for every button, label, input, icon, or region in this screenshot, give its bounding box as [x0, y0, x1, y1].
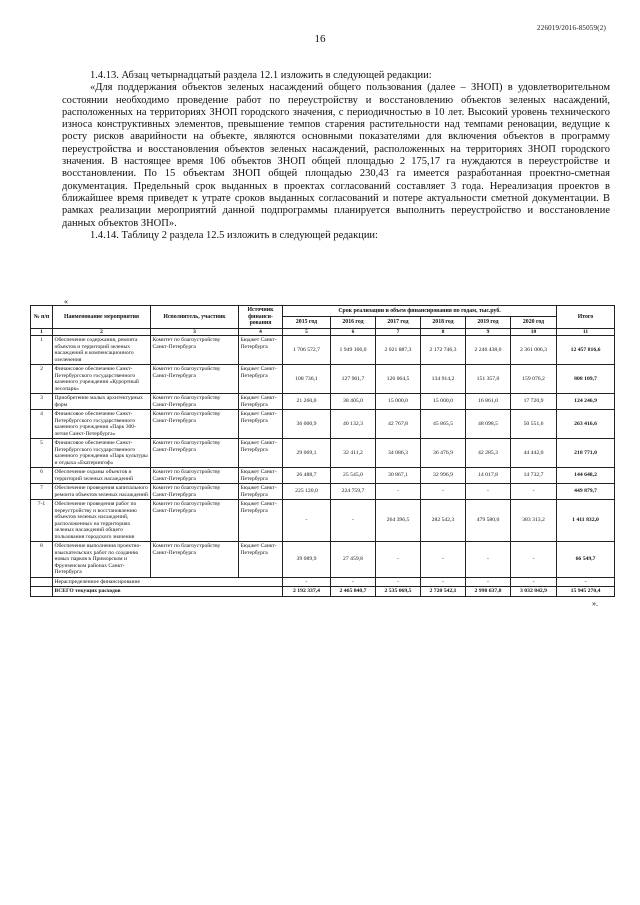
row-value: - — [466, 484, 511, 500]
row-number: 3 — [31, 394, 53, 410]
table-row — [31, 542, 615, 578]
row-value: - — [466, 577, 511, 587]
header-year: 2018 год — [421, 317, 466, 328]
row-value: 151 357,0 — [466, 365, 511, 394]
row-value: 134 914,2 — [421, 365, 466, 394]
row-number: 7-1 — [31, 500, 53, 542]
column-index: 1 — [31, 328, 53, 336]
row-value: 1 949 166,0 — [331, 336, 376, 365]
row-executor: Комитет по благоустройству Санкт-Петербурга — [151, 542, 239, 578]
row-activity: Финансовое обеспечение Санкт-Петербургского государственного казенного учреждения «Парк 300-летия Санкт-Петербурга» — [53, 410, 151, 439]
row-total: 263 416,6 — [557, 410, 615, 439]
row-source: Бюджет Санкт-Петербурга — [239, 365, 283, 394]
row-value: 282 542,3 — [421, 500, 466, 542]
row-total: 66 549,7 — [557, 542, 615, 578]
row-value: - — [511, 542, 557, 578]
row-value: - — [376, 542, 421, 578]
row-value: 32 996,9 — [421, 468, 466, 484]
row-total: 218 771,0 — [557, 439, 615, 468]
row-number: 6 — [31, 468, 53, 484]
row-executor: Комитет по благоустройству Санкт-Петербурга — [151, 468, 239, 484]
column-index: 7 — [376, 328, 421, 336]
row-value: 383 313,2 — [511, 500, 557, 542]
row-value: - — [331, 577, 376, 587]
header-total: Итого — [557, 306, 615, 329]
row-value: 264 396,5 — [376, 500, 421, 542]
row-executor: Комитет по благоустройству Санкт-Петербурга — [151, 484, 239, 500]
grand-total-value: 2 998 637,8 — [466, 587, 511, 597]
grand-total-value: 2 535 069,5 — [376, 587, 421, 597]
column-index: 5 — [283, 328, 331, 336]
row-value: 45 865,5 — [421, 410, 466, 439]
row-executor: Комитет по благоустройству Санкт-Петербурга — [151, 500, 239, 542]
table-row — [31, 468, 615, 484]
row-source: Бюджет Санкт-Петербурга — [239, 410, 283, 439]
row-value: 34 086,3 — [376, 439, 421, 468]
row-total: 1 411 832,0 — [557, 500, 615, 542]
row-value: 38 405,0 — [331, 394, 376, 410]
table-row — [31, 365, 615, 394]
table-body — [31, 336, 615, 597]
column-index: 8 — [421, 328, 466, 336]
row-value: 225 120,0 — [283, 484, 331, 500]
row-value: 2 021 887,3 — [376, 336, 421, 365]
row-executor: Комитет по благоустройству Санкт-Петербурга — [151, 336, 239, 365]
header-name: Наименование мероприятия — [53, 306, 151, 329]
header-executor: Исполнитель, участник — [151, 306, 239, 329]
row-value: - — [466, 542, 511, 578]
table-row — [31, 484, 615, 500]
row-value: - — [331, 500, 376, 542]
row-executor: Комитет по благоустройству Санкт-Петербурга — [151, 394, 239, 410]
column-index: 9 — [466, 328, 511, 336]
row-value: 15 000,0 — [376, 394, 421, 410]
paragraph-quote: «Для поддержания объектов зеленых насаждений общего пользования (далее – ЗНОП) в удовлетворительном состоянии необходимо проведение работ по переустройству и восстановлению объектов зеленых насаждений, расположенных на территориях ЗНОП городского значения, с периодичностью в 10 лет. Высокий уровень технического износа конструктивных элементов, превышение темпов старения растительности над темпами реновации, ведущие к росту рисков аварийности на объекте, являются основными показателями для включения объектов в программу переустройства и восстановления объектов зеленых насаждений, расположенных на территориях ЗНОП городского значения. В настоящее время 106 объектов ЗНОП общей площадью 2 175,17 га нуждаются в переустройстве и восстановлении. По 15 объектам ЗНОП общей площадью 230,43 га имеется разработанная проектно-сметная документация. Предельный срок выданных в проектах согласований составляет 3 года. Нереализация проектов в ближайшее время приведет к утрате сроков выданных согласований и потере актуальности сметной документации. В рамках реализации мероприятий данной подпрограммы планируется выполнить переустройство и восстановление данных объектов ЗНОП». — [62, 82, 610, 229]
row-value: - — [376, 484, 421, 500]
header-year: 2017 год — [376, 317, 421, 328]
column-index: 4 — [239, 328, 283, 336]
row-activity: Финансовое обеспечение Санкт-Петербургского государственного казенного учреждения «Парк культуры и отдыха «Екатерингоф» — [53, 439, 151, 468]
row-number — [31, 587, 53, 597]
grand-total-value: 2 192 337,4 — [283, 587, 331, 597]
row-executor: Комитет по благоустройству Санкт-Петербурга — [151, 410, 239, 439]
unallocated-row — [31, 577, 615, 587]
column-index: 11 — [557, 328, 615, 336]
column-index: 6 — [331, 328, 376, 336]
row-activity: Обеспечение охраны объектов и территорий зеленых насаждений — [53, 468, 151, 484]
paragraph-1-4-13: 1.4.13. Абзац четырнадцатый раздела 12.1 изложить в следующей редакции: — [90, 70, 432, 81]
paragraph-1-4-14: 1.4.14. Таблицу 2 раздела 12.5 изложить в следующей редакции: — [90, 229, 378, 241]
row-total: 144 648,2 — [557, 468, 615, 484]
grand-total-value: 3 032 842,9 — [511, 587, 557, 597]
row-source: Бюджет Санкт-Петербурга — [239, 439, 283, 468]
row-value: 48 098,5 — [466, 410, 511, 439]
row-activity: Обеспечение проведения работ по переустройству и восстановлению объектов зеленых насаждений, расположенных на территориях зеленых насаждений общего пользования городского значения — [53, 500, 151, 542]
row-value: 14 017,8 — [466, 468, 511, 484]
header-year: 2016 год — [331, 317, 376, 328]
table-row — [31, 439, 615, 468]
grand-total-row — [31, 587, 615, 597]
row-total: - — [557, 577, 615, 587]
row-value: 36 476,9 — [421, 439, 466, 468]
row-value: 2 246 438,0 — [466, 336, 511, 365]
row-value: 39 089,9 — [283, 542, 331, 578]
row-executor: Комитет по благоустройству Санкт-Петербурга — [151, 365, 239, 394]
row-value: - — [421, 577, 466, 587]
header-num: № п/п — [31, 306, 53, 329]
row-value: 29 069,1 — [283, 439, 331, 468]
row-source: Бюджет Санкт-Петербурга — [239, 336, 283, 365]
row-source: Бюджет Санкт-Петербурга — [239, 484, 283, 500]
row-value: 42 767,8 — [376, 410, 421, 439]
row-source: Бюджет Санкт-Петербурга — [239, 468, 283, 484]
row-value: - — [421, 484, 466, 500]
row-value: 127 961,7 — [331, 365, 376, 394]
header-period: Срок реализации и объем финансирования по годам, тыс.руб. — [283, 306, 557, 317]
row-value: - — [421, 542, 466, 578]
row-number: 4 — [31, 410, 53, 439]
column-index: 10 — [511, 328, 557, 336]
grand-total-label: ВСЕГО текущих расходов — [53, 587, 283, 597]
row-value: 25 545,0 — [331, 468, 376, 484]
row-value: - — [511, 484, 557, 500]
row-value: 44 442,0 — [511, 439, 557, 468]
row-activity: Обеспечение проведения капитального ремонта объектов зеленых насаждений — [53, 484, 151, 500]
row-number — [31, 577, 53, 587]
row-activity: Приобретение малых архитектурных форм — [53, 394, 151, 410]
row-executor: Комитет по благоустройству Санкт-Петербурга — [151, 439, 239, 468]
row-value: 2 172 746,3 — [421, 336, 466, 365]
row-value: 479 580,0 — [466, 500, 511, 542]
table-row — [31, 336, 615, 365]
row-value: 30 867,1 — [376, 468, 421, 484]
table-row — [31, 410, 615, 439]
row-source: Бюджет Санкт-Петербурга — [239, 394, 283, 410]
row-value: 224 759,7 — [331, 484, 376, 500]
row-value: 2 361 006,3 — [511, 336, 557, 365]
row-source: Бюджет Санкт-Петербурга — [239, 500, 283, 542]
row-value: 40 132,3 — [331, 410, 376, 439]
page-number: 16 — [314, 33, 326, 45]
document-number: 226019/2016-85059(2) — [537, 24, 606, 32]
row-number: 5 — [31, 439, 53, 468]
header-year: 2020 год — [511, 317, 557, 328]
row-value: - — [283, 577, 331, 587]
row-activity: Финансовое обеспечение Санкт-Петербургского государственного казенного учреждения «Курортный лесопарк» — [53, 365, 151, 394]
row-total: 12 457 816,6 — [557, 336, 615, 365]
row-number: 7 — [31, 484, 53, 500]
table-row — [31, 394, 615, 410]
row-total: 124 246,9 — [557, 394, 615, 410]
row-value: 15 000,0 — [421, 394, 466, 410]
column-index: 2 — [53, 328, 151, 336]
grand-total-value: 2 720 542,1 — [421, 587, 466, 597]
row-number: 8 — [31, 542, 53, 578]
document-body — [62, 70, 610, 242]
row-activity: Обеспечение содержания, ремонта объектов и территорий зеленых насаждений и компенсационного озеленения — [53, 336, 151, 365]
unallocated-label: Нераспределенное финансирование — [53, 577, 283, 587]
row-value: 27 459,8 — [331, 542, 376, 578]
row-value: 108 736,1 — [283, 365, 331, 394]
row-value: 36 000,9 — [283, 410, 331, 439]
row-value: 32 411,2 — [331, 439, 376, 468]
row-value: - — [283, 500, 331, 542]
row-value: 16 861,0 — [466, 394, 511, 410]
row-total: 449 879,7 — [557, 484, 615, 500]
header-source: Источник финанси-рования — [239, 306, 283, 329]
table-row — [31, 500, 615, 542]
header-year: 2019 год — [466, 317, 511, 328]
row-value: 21 260,0 — [283, 394, 331, 410]
row-value: - — [376, 577, 421, 587]
row-value: 26 488,7 — [283, 468, 331, 484]
row-activity: Обеспечение выполнения проектно-изыскательских работ по созданию новых парков в Приморском и Фрунзенском районах Санкт-Петербурга — [53, 542, 151, 578]
row-number: 2 — [31, 365, 53, 394]
row-value: 42 285,3 — [466, 439, 511, 468]
column-index: 3 — [151, 328, 239, 336]
row-value: 1 706 572,7 — [283, 336, 331, 365]
header-year: 2015 год — [283, 317, 331, 328]
row-total: 808 109,7 — [557, 365, 615, 394]
row-value: 50 551,6 — [511, 410, 557, 439]
grand-total-sum: 15 945 270,4 — [557, 587, 615, 597]
row-value: 17 720,9 — [511, 394, 557, 410]
row-source: Бюджет Санкт-Петербурга — [239, 542, 283, 578]
quote-open-mark: « — [64, 297, 68, 306]
row-value: 126 064,5 — [376, 365, 421, 394]
quote-close-mark: ». — [592, 599, 598, 608]
row-value: 14 732,7 — [511, 468, 557, 484]
grand-total-value: 2 465 840,7 — [331, 587, 376, 597]
financing-table — [30, 305, 615, 597]
row-value: 159 076,2 — [511, 365, 557, 394]
row-value: - — [511, 577, 557, 587]
row-number: 1 — [31, 336, 53, 365]
